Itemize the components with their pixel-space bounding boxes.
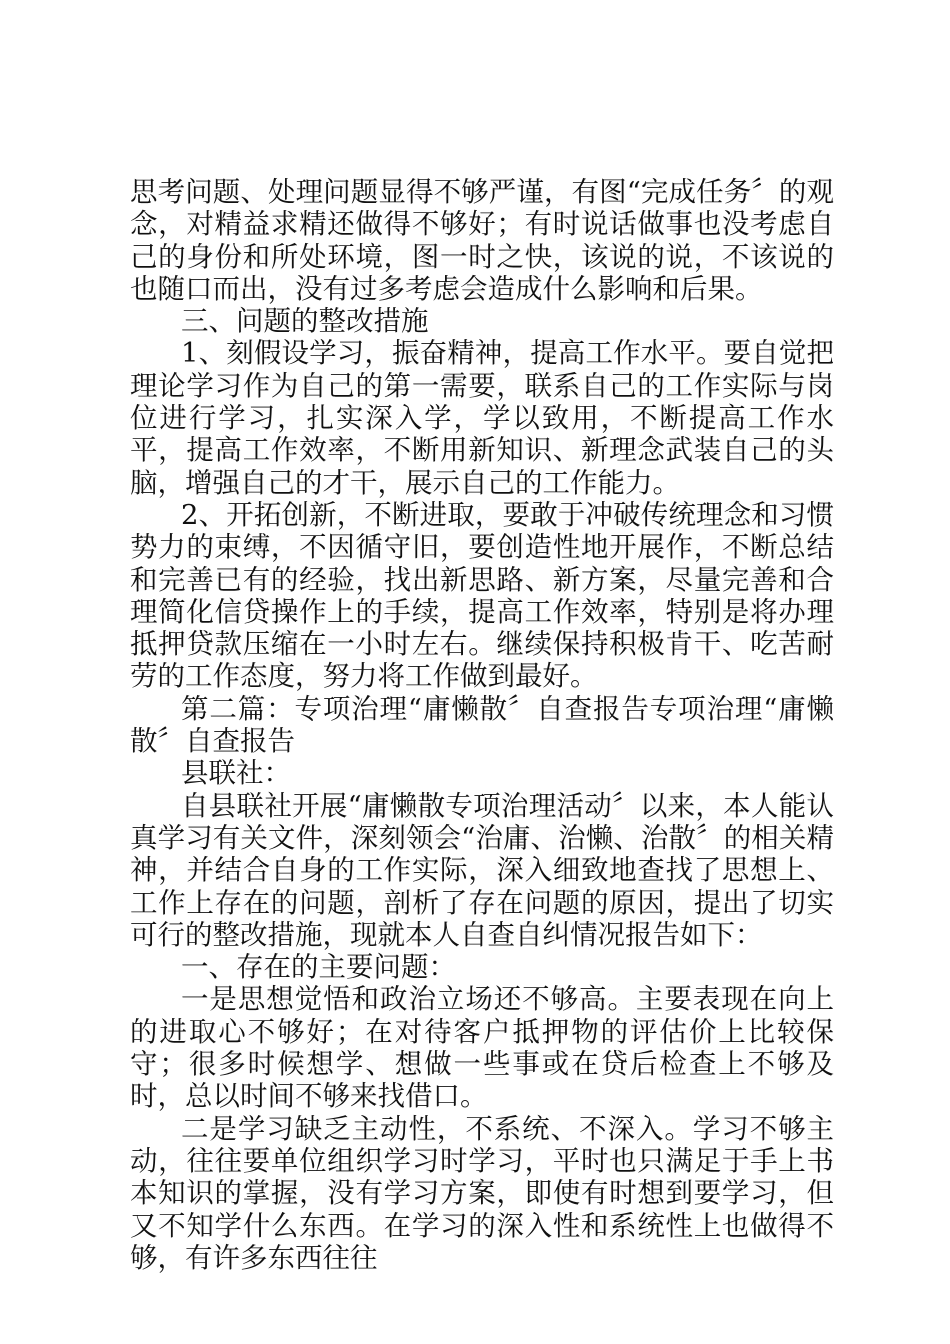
paragraph-problem-1: 一是思想觉悟和政治立场还不够高。主要表现在向上的进取心不够好；在对待客户抵押物的评估价上比较保守；很多时候想学、想做一些事或在贷后检查上不够及时，总以时间不够来找借口。 <box>130 983 834 1113</box>
part-two-title: 第二篇：专项治理“庸懒散〞自查报告专项治理“庸懒散〞自查报告 <box>130 692 834 758</box>
paragraph-problem-2: 二是学习缺乏主动性，不系统、不深入。学习不够主动，往往要单位组织学习时学习，平时也只满足于手上书本知识的掌握，没有学习方案，即使有时想到要学习，但又不知学什么东西。在学习的深入性和系统性上也做得不够，有许多东西往往 <box>130 1112 834 1274</box>
paragraph-measure-2: 2、开拓创新，不断进取，要敢于冲破传统理念和习惯势力的束缚，不因循守旧，要创造性地开展作，不断总结和完善已有的经验，找出新思路、新方案，尽量完善和合理简化信贷操作上的手续，提高工作效率，特别是将办理抵押贷款压缩在一小时左右。继续保持积极肯干、吃苦耐劳的工作态度，努力将工作做到最好。 <box>130 498 834 693</box>
section-heading-rectification: 三、问题的整改措施 <box>181 305 429 338</box>
paragraph-introduction: 自县联社开展“庸懒散专项治理活动〞以来，本人能认真学习有关文件，深刻领会“治庸、治懒、治散〞的相关精神，并结合自身的工作实际，深入细致地查找了思想上、工作上存在的问题，剖析了存在问题的原因，提出了切实可行的整改措施，现就本人自查自纠情况报告如下： <box>130 789 834 951</box>
document-body <box>130 176 834 1274</box>
paragraph-measure-1: 1、刻假设学习，振奋精神，提高工作水平。要自觉把理论学习作为自己的第一需要，联系自己的工作实际与岗位进行学习，扎实深入学，学以致用，不断提高工作水平，提高工作效率，不断用新知识、新理念武装自己的头脑，增强自己的才干，展示自己的工作能力。 <box>130 337 834 499</box>
salutation: 县联社： <box>181 757 291 790</box>
section-heading-problems: 一、存在的主要问题： <box>181 951 456 984</box>
paragraph-continuation: 思考问题、处理问题显得不够严谨，有图“完成任务〞的观念，对精益求精还做得不够好；有时说话做事也没考虑自己的身份和所处环境，图一时之快，该说的说，不该说的也随口而出，没有过多考虑会造成什么影响和后果。 <box>130 176 834 305</box>
